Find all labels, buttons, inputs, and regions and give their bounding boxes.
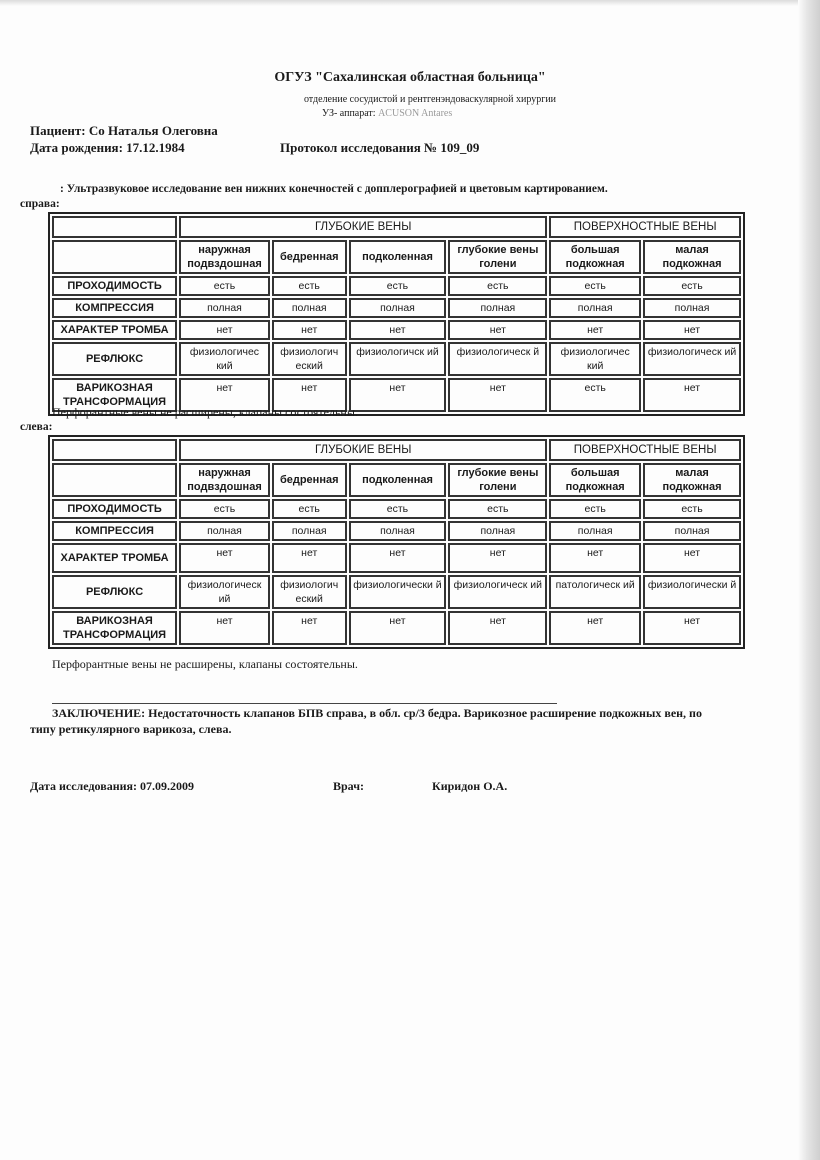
left-side-label: слева:: [20, 421, 53, 433]
table-cell: нет: [349, 320, 447, 340]
table-cell: нет: [448, 611, 547, 645]
col-header: наружная подвздошная: [179, 240, 270, 274]
table-cell: нет: [549, 611, 641, 645]
col-header: малая подкожная: [643, 240, 741, 274]
col-header: большая подкожная: [549, 463, 641, 497]
table-cell: полная: [272, 298, 347, 318]
table-cell: нет: [272, 378, 347, 412]
table-row: [52, 543, 741, 573]
table-cell: патологическ ий: [549, 575, 641, 609]
table-cell: нет: [448, 543, 547, 573]
row-header: РЕФЛЮКС: [52, 342, 177, 376]
col-header: подколенная: [349, 240, 447, 274]
table-cell: нет: [643, 378, 741, 412]
row-header: ВАРИКОЗНАЯ ТРАНСФОРМАЦИЯ: [52, 611, 177, 645]
department-line: отделение сосудистой и рентгенэндоваскулярной хирургии: [303, 94, 557, 105]
table-cell: физиологическ й: [448, 342, 547, 376]
table-cell: физиологическ ий: [448, 575, 547, 609]
apparatus-value: ACUSON Antares: [378, 108, 453, 119]
table-cell: физиологическ ий: [179, 575, 270, 609]
study-date: Дата исследования: 07.09.2009: [30, 779, 195, 793]
table-cell: полная: [448, 521, 547, 541]
table-cell: нет: [272, 320, 347, 340]
col-header: глубокие вены голени: [448, 463, 547, 497]
table-cell: есть: [349, 276, 447, 296]
table-cell: полная: [643, 521, 741, 541]
protocol-number: Протокол исследования № 109_09: [280, 140, 480, 155]
col-header: подколенная: [349, 463, 447, 497]
left-veins-table: [48, 435, 745, 649]
study-title: : Ультразвуковое исследование вен нижних конечностей с допплерографией и цветовым картированием.: [60, 183, 608, 195]
group-deep-veins: ГЛУБОКИЕ ВЕНЫ: [179, 216, 547, 238]
row-header: ПРОХОДИМОСТЬ: [52, 499, 177, 519]
col-header: бедренная: [272, 240, 347, 274]
table-cell: нет: [349, 611, 447, 645]
conclusion: ЗАКЛЮЧЕНИЕ: Недостаточность клапанов БПВ справа, в обл. ср/3 бедра. Варикозное расширение подкожных вен, по типу ретикулярного варикоза, слева.: [30, 706, 702, 736]
table-cell: нет: [349, 543, 447, 573]
row-header: РЕФЛЮКС: [52, 575, 177, 609]
apparatus-line: [322, 108, 452, 119]
col-header: глубокие вены голени: [448, 240, 547, 274]
table-cell: нет: [179, 611, 270, 645]
table-cell: есть: [179, 276, 270, 296]
table-cell: физиологически й: [643, 575, 741, 609]
table-cell: есть: [549, 499, 641, 519]
table-row: [52, 611, 741, 645]
table-cell: нет: [643, 320, 741, 340]
table-cell: полная: [349, 298, 447, 318]
table-cell: физиологическ ий: [643, 342, 741, 376]
right-perforant-note: Перфорантные вены не расширены, клапаны состоятельны.: [52, 405, 358, 419]
corner-cell: [52, 216, 177, 238]
table-cell: есть: [643, 499, 741, 519]
table-cell: нет: [349, 378, 447, 412]
right-veins-table: [48, 212, 745, 416]
table-cell: есть: [349, 499, 447, 519]
right-side-label: справа:: [20, 198, 60, 210]
table-row: [52, 575, 741, 609]
col-header: большая подкожная: [549, 240, 641, 274]
table-cell: есть: [643, 276, 741, 296]
table-cell: нет: [643, 543, 741, 573]
table-cell: полная: [179, 521, 270, 541]
apparatus-label: УЗ- аппарат:: [322, 108, 376, 119]
group-superficial-veins: ПОВЕРХНОСТНЫЕ ВЕНЫ: [549, 439, 741, 461]
table-cell: нет: [549, 543, 641, 573]
corner-cell: [52, 439, 177, 461]
row-header: КОМПРЕССИЯ: [52, 298, 177, 318]
table-cell: есть: [448, 276, 547, 296]
table-cell: нет: [448, 320, 547, 340]
table-cell: есть: [179, 499, 270, 519]
table-cell: есть: [272, 276, 347, 296]
table-cell: полная: [349, 521, 447, 541]
table-cell: физиологически й: [349, 575, 447, 609]
table-cell: полная: [643, 298, 741, 318]
table-cell: полная: [179, 298, 270, 318]
row-header: ВАРИКОЗНАЯ ТРАНСФОРМАЦИЯ: [52, 378, 177, 412]
doctor-name: Киридон О.А.: [432, 779, 508, 793]
row-header: ХАРАКТЕР ТРОМБА: [52, 543, 177, 573]
table-row: [52, 342, 741, 376]
table-cell: есть: [272, 499, 347, 519]
col-header: малая подкожная: [643, 463, 741, 497]
table-cell: полная: [272, 521, 347, 541]
table-cell: нет: [272, 543, 347, 573]
scan-edge-right: [798, 0, 820, 1160]
table-cell: нет: [179, 543, 270, 573]
date-of-birth: Дата рождения: 17.12.1984: [30, 140, 185, 155]
table-row: [52, 320, 741, 340]
divider-line: [52, 703, 557, 704]
table-cell: нет: [549, 320, 641, 340]
group-superficial-veins: ПОВЕРХНОСТНЫЕ ВЕНЫ: [549, 216, 741, 238]
col-header: бедренная: [272, 463, 347, 497]
table-cell: нет: [179, 320, 270, 340]
corner-cell: [52, 240, 177, 274]
row-header: ПРОХОДИМОСТЬ: [52, 276, 177, 296]
table-cell: физиологич еский: [272, 575, 347, 609]
table-cell: физиологичск ий: [349, 342, 447, 376]
table-cell: полная: [549, 298, 641, 318]
scan-edge-top: [0, 0, 820, 6]
table-cell: физиологичес кий: [549, 342, 641, 376]
table-cell: нет: [448, 378, 547, 412]
hospital-title: ОГУЗ "Сахалинская областная больница": [274, 70, 546, 85]
table-cell: физиологичес кий: [179, 342, 270, 376]
table-cell: есть: [448, 499, 547, 519]
patient-name: Пациент: Со Наталья Олеговна: [30, 123, 218, 138]
table-cell: есть: [549, 276, 641, 296]
left-perforant-note: Перфорантные вены не расширены, клапаны состоятельны.: [52, 657, 358, 671]
corner-cell: [52, 463, 177, 497]
table-row: [52, 499, 741, 519]
table-cell: физиологич еский: [272, 342, 347, 376]
table-row: [52, 521, 741, 541]
row-header: КОМПРЕССИЯ: [52, 521, 177, 541]
table-cell: полная: [448, 298, 547, 318]
group-deep-veins: ГЛУБОКИЕ ВЕНЫ: [179, 439, 547, 461]
table-row: [52, 298, 741, 318]
table-cell: полная: [549, 521, 641, 541]
table-row: [52, 276, 741, 296]
table-cell: нет: [272, 611, 347, 645]
col-header: наружная подвздошная: [179, 463, 270, 497]
table-cell: нет: [643, 611, 741, 645]
table-cell: есть: [549, 378, 641, 412]
table-cell: нет: [179, 378, 270, 412]
doctor-label: Врач:: [333, 779, 364, 793]
row-header: ХАРАКТЕР ТРОМБА: [52, 320, 177, 340]
